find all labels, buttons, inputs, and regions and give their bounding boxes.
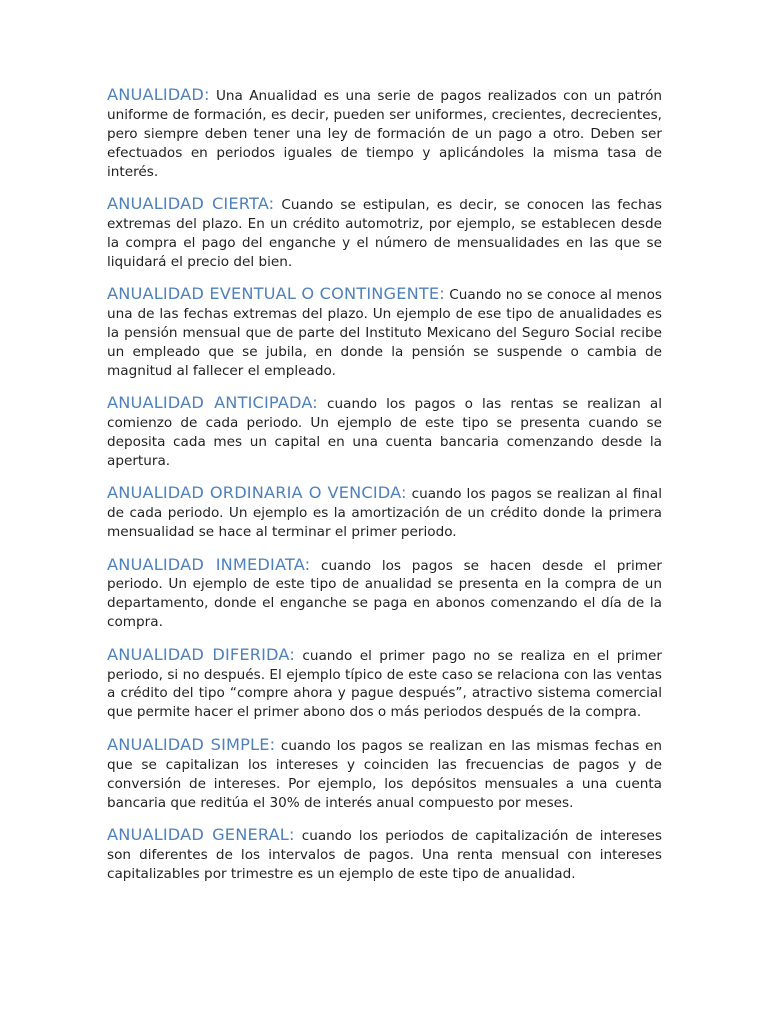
description-anualidad-general: cuando los periodos de capitalización de intereses son diferentes de los intervalos de pagos. Una renta mensual con intereses capitalizables por trimestre es un ejemplo de este tipo de anualidad. — [107, 827, 662, 882]
term-anualidad: ANUALIDAD: — [107, 85, 210, 104]
term-anualidad-eventual: ANUALIDAD EVENTUAL O CONTINGENTE: — [107, 284, 445, 304]
definition-anualidad-anticipada — [107, 394, 662, 471]
description-anualidad-eventual: Cuando no se conoce al menos una de las fechas extremas del plazo. Un ejemplo de ese tipo de anualidades es la pensión mensual que de parte del Instituto Mexicano del Seguro Social recibe un empleado que se jubila, en donde la pensión se suspende o cambia de magnitud al fallecer el empleado. — [107, 287, 662, 379]
description-anualidad-ordinaria: cuando los pagos se realizan al final de cada periodo. Un ejemplo es la amortización de un crédito donde la primera mensualidad se hace al terminar el primer periodo. — [107, 486, 662, 541]
definition-anualidad-simple — [107, 736, 662, 813]
description-anualidad-diferida: cuando el primer pago no se realiza en el primer periodo, si no después. El ejemplo típico de este caso se relaciona con las ventas a crédito del tipo “compre ahora y pague después”, atractivo sistema comercial que permite hacer el primer abono dos o más periodos después de la compra. — [107, 647, 662, 721]
description-anualidad-cierta: Cuando se estipulan, es decir, se conocen las fechas extremas del plazo. En un crédito automotriz, por ejemplo, se establecen desde la compra el pago del enganche y el número de mensualidades en las que se liquidará el precio del bien. — [107, 197, 662, 270]
term-anualidad-ordinaria: ANUALIDAD ORDINARIA O VENCIDA: — [107, 483, 407, 503]
definition-anualidad — [107, 86, 662, 182]
definition-anualidad-inmediata — [107, 556, 662, 633]
definition-anualidad-general — [107, 826, 662, 884]
definition-anualidad-cierta — [107, 195, 662, 272]
definition-anualidad-eventual — [107, 285, 662, 381]
term-anualidad-inmediata: ANUALIDAD INMEDIATA: — [107, 554, 311, 574]
description-anualidad-simple: cuando los pagos se realizan en las mismas fechas en que se capitalizan los intereses y coinciden las frecuencias de pagos y de conversión de intereses. Por ejemplo, los depósitos mensuales a una cuenta bancaria que reditúa el 30% de interés anual compuesto por meses. — [107, 737, 662, 811]
term-anualidad-general: ANUALIDAD GENERAL: — [107, 824, 295, 844]
description-anualidad-inmediata: cuando los pagos se hacen desde el primer periodo. Un ejemplo de este tipo de anualidad se presenta en la compra de un departamento, donde el enganche se paga en abonos comenzando el día de la compra. — [107, 557, 662, 631]
definitions-list — [107, 86, 662, 897]
definition-anualidad-ordinaria — [107, 484, 662, 542]
description-anualidad: Una Anualidad es una serie de pagos realizados con un patrón uniforme de formación, es decir, pueden ser uniformes, crecientes, decrecientes, pero siempre deben tener una ley de formación de un pago a otro. Deben ser efectuados en periodos iguales de tiempo y aplicándoles la misma tasa de interés. — [107, 88, 662, 180]
term-anualidad-diferida: ANUALIDAD DIFERIDA: — [107, 644, 295, 664]
term-anualidad-cierta: ANUALIDAD CIERTA: — [107, 194, 275, 214]
definition-anualidad-diferida — [107, 646, 662, 723]
description-anualidad-anticipada: cuando los pagos o las rentas se realizan al comienzo de cada periodo. Un ejemplo de este tipo se presenta cuando se deposita cada mes un capital en una cuenta bancaria comenzando desde la apertura. — [107, 396, 662, 469]
term-anualidad-anticipada: ANUALIDAD ANTICIPADA: — [107, 393, 318, 413]
term-anualidad-simple: ANUALIDAD SIMPLE: — [107, 734, 276, 754]
